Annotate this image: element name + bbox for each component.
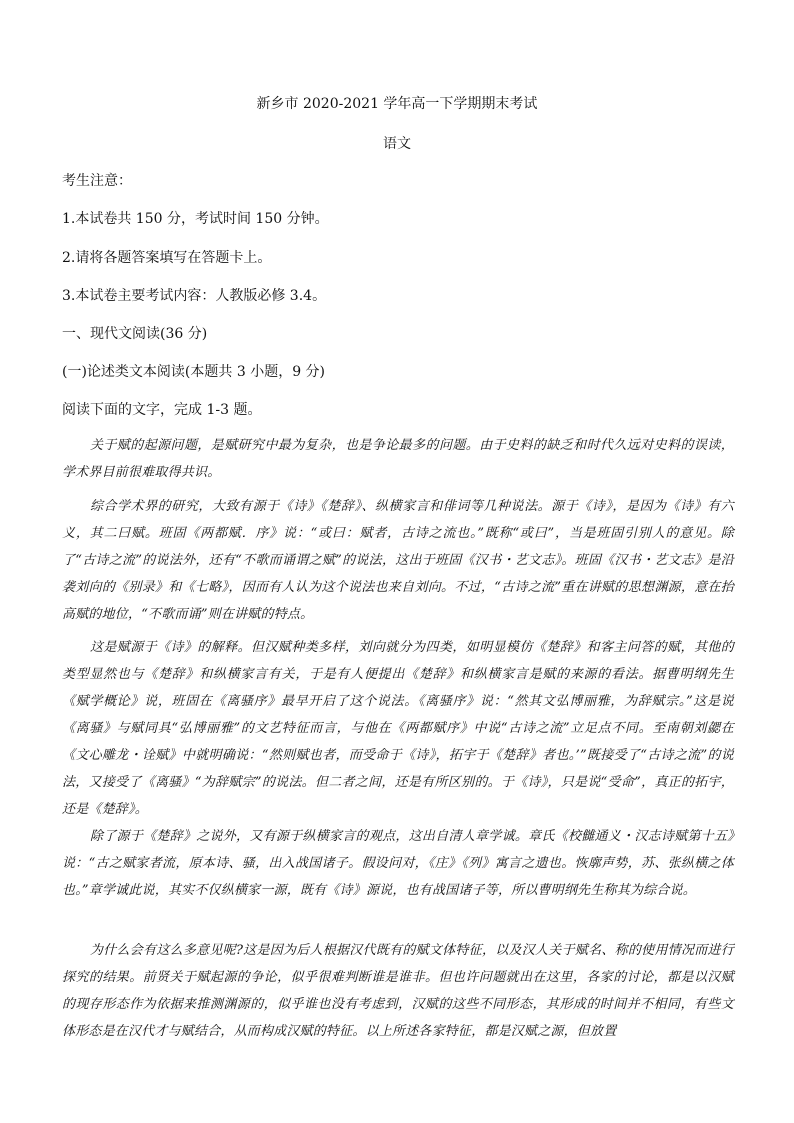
note-item-1: 1.本试卷共 150 分，考试时间 150 分钟。: [62, 211, 329, 227]
reading-instruction: 阅读下面的文字，完成 1-3 题。: [62, 402, 262, 418]
subject-title: 语文: [383, 136, 411, 152]
part-title: 一、现代文阅读(36 分): [62, 326, 208, 342]
article-paragraph-3: 这是赋源于《诗》的解释。但汉赋种类多样，刘向就分为四类，如明显模仿《楚辞》和客主问答的赋，其他的类型显然也与《楚辞》和纵横家言有关，于是有人便提出《楚辞》和纵横家言是赋的来源的看法。据曹明纲先生《赋学概论》说，班固在《离骚序》最早开启了这个说法。《离骚序》说：“然其文弘博丽雅，为辞赋宗。”这是说《离骚》与赋同具“弘博丽雅”的文艺特征而言，与他在《两都赋序》中说“古诗之流”立足点不同。至南朝刘勰在《文心雕龙・诠赋》中就明确说：“然则赋也者，而受命于《诗》，拓宇于《楚辞》者也。’”既接受了“古诗之流”的说法，又接受了《离骚》“为辞赋宗”的说法。但二者之间，还是有所区别的。于《诗》，只是说“受命”，真正的拓宇，还是《楚辞》。: [62, 640, 734, 817]
article-paragraph-5: 为什么会有这么多意见呢?这是因为后人根据汉代既有的赋文体特征，以及汉人关于赋名、称的使用情况而进行探究的结果。前贤关于赋起源的争论，似乎很难判断谁是谁非。但也许问题就出在这里，各家的讨论，都是以汉赋的现存形态作为依据来推测渊源的，似乎谁也没有考虑到，汉赋的这些不同形态，其形成的时间并不相同，有些文体形态是在汉代才与赋结合，从而构成汉赋的特征。以上所述各家特征，都是汉赋之源，但放置: [62, 943, 734, 1039]
article-paragraph-1: 关于赋的起源问题，是赋研究中最为复杂，也是争论最多的问题。由于史料的缺乏和时代久远对史料的误读，学术界目前很难取得共识。: [62, 438, 734, 480]
article-paragraph-4: 除了源于《楚辞》之说外，又有源于纵横家言的观点，这出自清人章学诚。章氏《校雠通义・汉志诗赋第十五》说：“古之赋家者流，原本诗、骚，出入战国诸子。假设问对，《庄》《列》寓言之遗也。恢廓声势，苏、张纵横之体也。”章学诚此说，其实不仅纵横家一源，既有《诗》源说，也有战国诸子等，所以曹明纲先生称其为综合说。: [62, 829, 734, 898]
sub-section-title: (一)论述类文本阅读(本题共 3 小题，9 分): [62, 364, 326, 380]
note-item-3: 3.本试卷主要考试内容：人教版必修 3.4。: [62, 288, 327, 304]
exam-title: 新乡市 2020-2021 学年高一下学期期末考试: [256, 96, 538, 112]
notes-heading: 考生注意：: [62, 173, 132, 189]
note-item-2: 2.请将各题答案填写在答题卡上。: [62, 250, 272, 266]
article-paragraph-2: 综合学术界的研究，大致有源于《诗》《楚辞》、纵横家言和俳词等几种说法。源于《诗》，是因为《诗》有六义，其二曰赋。班固《两都赋．序》说：“或曰：赋者，古诗之流也。”既称“或曰”，当是班固引别人的意见。除了“古诗之流”的说法外，还有“不歌而诵谓之赋”的说法，这出于班固《汉书・艺文志》。班固《汉书・艺文志》是沿袭刘向的《别录》和《七略》，因而有人认为这个说法也来自刘向。不过，“古诗之流”重在讲赋的思想渊源，意在抬高赋的地位，“不歌而诵”则在讲赋的特点。: [62, 499, 734, 622]
